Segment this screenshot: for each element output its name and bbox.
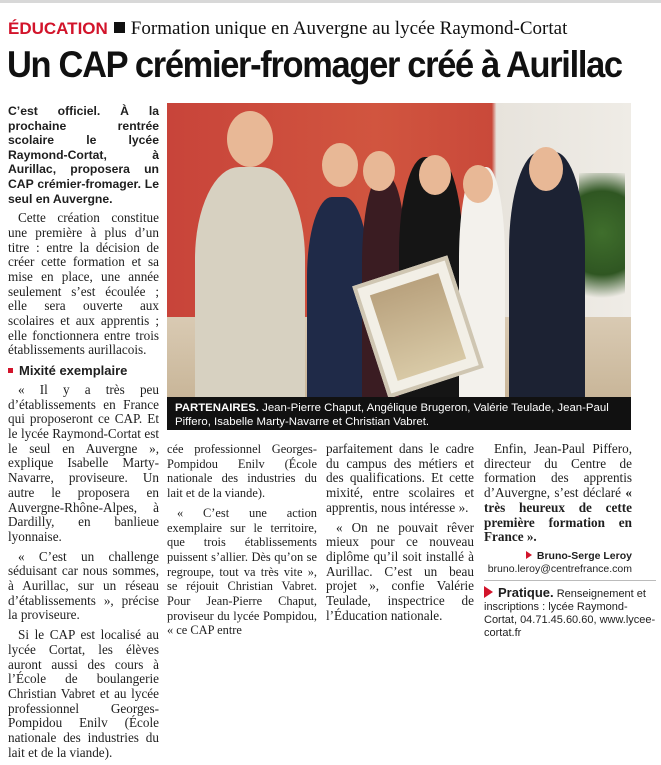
headline: Un CAP crémier-fromager créé à Aurillac — [7, 44, 622, 85]
article-column-2 — [167, 442, 317, 643]
pratique-label: Pratique. — [498, 585, 554, 600]
photo-caption — [167, 397, 631, 430]
person-5-head — [463, 165, 493, 203]
divider — [484, 580, 656, 581]
kicker — [8, 18, 567, 40]
arrow-icon — [484, 586, 493, 598]
person-6-head — [529, 147, 563, 191]
section-label: ÉDUCATION — [8, 19, 108, 38]
paragraph: Si le CAP est localisé au lycée Cortat, les élèves auront aussi des cours à l’École de boulangerie Christian Vabret et au lycée professionnel Georges-Pompidou Enilv (École nationale des industries du lait et de la viande). — [8, 627, 159, 760]
person-2-head — [322, 143, 358, 187]
pratique-text: Renseignement et inscriptions : lycée Raymond-Cortat, 04.71.45.60.60, www.lycee-cortat.fr — [484, 588, 656, 639]
subtitle: Formation unique en Auvergne au lycée Raymond-Cortat — [130, 18, 568, 39]
author-email: bruno.leroy@centrefrance.com — [487, 562, 632, 575]
caption-text: Jean-Pierre Chaput, Angélique Brugeron, Valérie Teulade, Jean-Paul Piffero, Isabelle Marty-Navarre et Christian Vabret. — [175, 402, 609, 428]
paragraph: « C’est une action exemplaire sur le territoire, que trois établissements puissent s’allier. Dès qu’on se regroupe, tout va très vite », se réjouit Christian Vabret. Pour Jean-Pierre Chaput, proviseur du lycée Pompidou, « ce CAP entre — [167, 505, 317, 638]
article-column-3 — [326, 442, 474, 628]
paragraph: « C’est un challenge séduisant car nous sommes, à Aurillac, sur un réseau d’établissements », précise la proviseure. — [8, 548, 159, 623]
paragraph: « On ne pouvait rêver mieux pour ce nouveau diplôme qu’il soit installé à Aurillac. C’est un beau projet », confie Valérie Teulade, inspectrice de l’Éducation nationale. — [326, 519, 474, 623]
byline-arrow-icon — [526, 551, 532, 559]
article-column-4 — [484, 442, 632, 576]
author-name: Bruno-Serge Leroy — [536, 549, 632, 562]
person-1-head — [227, 111, 273, 167]
person-4-head — [419, 155, 451, 195]
person-3-head — [363, 151, 395, 191]
caption-label: PARTENAIRES. — [175, 402, 259, 414]
person-1 — [195, 167, 305, 397]
top-rule — [0, 0, 661, 3]
byline — [484, 550, 632, 576]
paragraph: parfaitement dans le cadre du campus des métiers et des qualifications. Et cette mixité, entre scolaires et apprentis, nous intéresse ». — [326, 441, 474, 515]
red-bullet-icon — [8, 368, 13, 373]
square-bullet-icon — [114, 22, 125, 33]
paragraph: Enfin, Jean-Paul Piffero, directeur du Centre de formation des apprentis d’Auvergne, s’est déclaré « très heureux de cette première formation en France ». — [484, 441, 632, 545]
bold-quote: « très heureux de cette première formation en France ». — [484, 485, 632, 545]
lead-paragraph: C’est officiel. À la prochaine rentrée scolaire le lycée Raymond-Cortat, à Aurillac, proposera un CAP crémier-fromager. Le seul en Auvergne. — [8, 104, 159, 206]
plant-shape — [579, 173, 625, 323]
paragraph: Cette création constitue une première à plus d’un titre : entre la décision de créer cette formation et sa mise en place, une année seulement s’est écoulée ; elle sera ouverte aux scolaires et aux apprentis ; elle fonctionnera entre trois établissements aurillacois. — [8, 210, 159, 358]
article-column-1 — [8, 104, 159, 765]
paragraph: « Il y a très peu d’établissements en France qui proposeront ce CAP. Et le lycée Raymond-Cortat est le seul en Auvergne », explique Isabelle Marty-Navarre, proviseure. Un autre le proposera en Auvergne-Rhône-Alpes, à Dardilly, en banlieue lyonnaise. — [8, 381, 159, 544]
pratique-box — [484, 586, 656, 640]
subheading: Mixité exemplaire — [8, 364, 159, 379]
paragraph: cée professionnel Georges-Pompidou Enilv (École nationale des industries du lait et de la viande). — [167, 442, 317, 501]
